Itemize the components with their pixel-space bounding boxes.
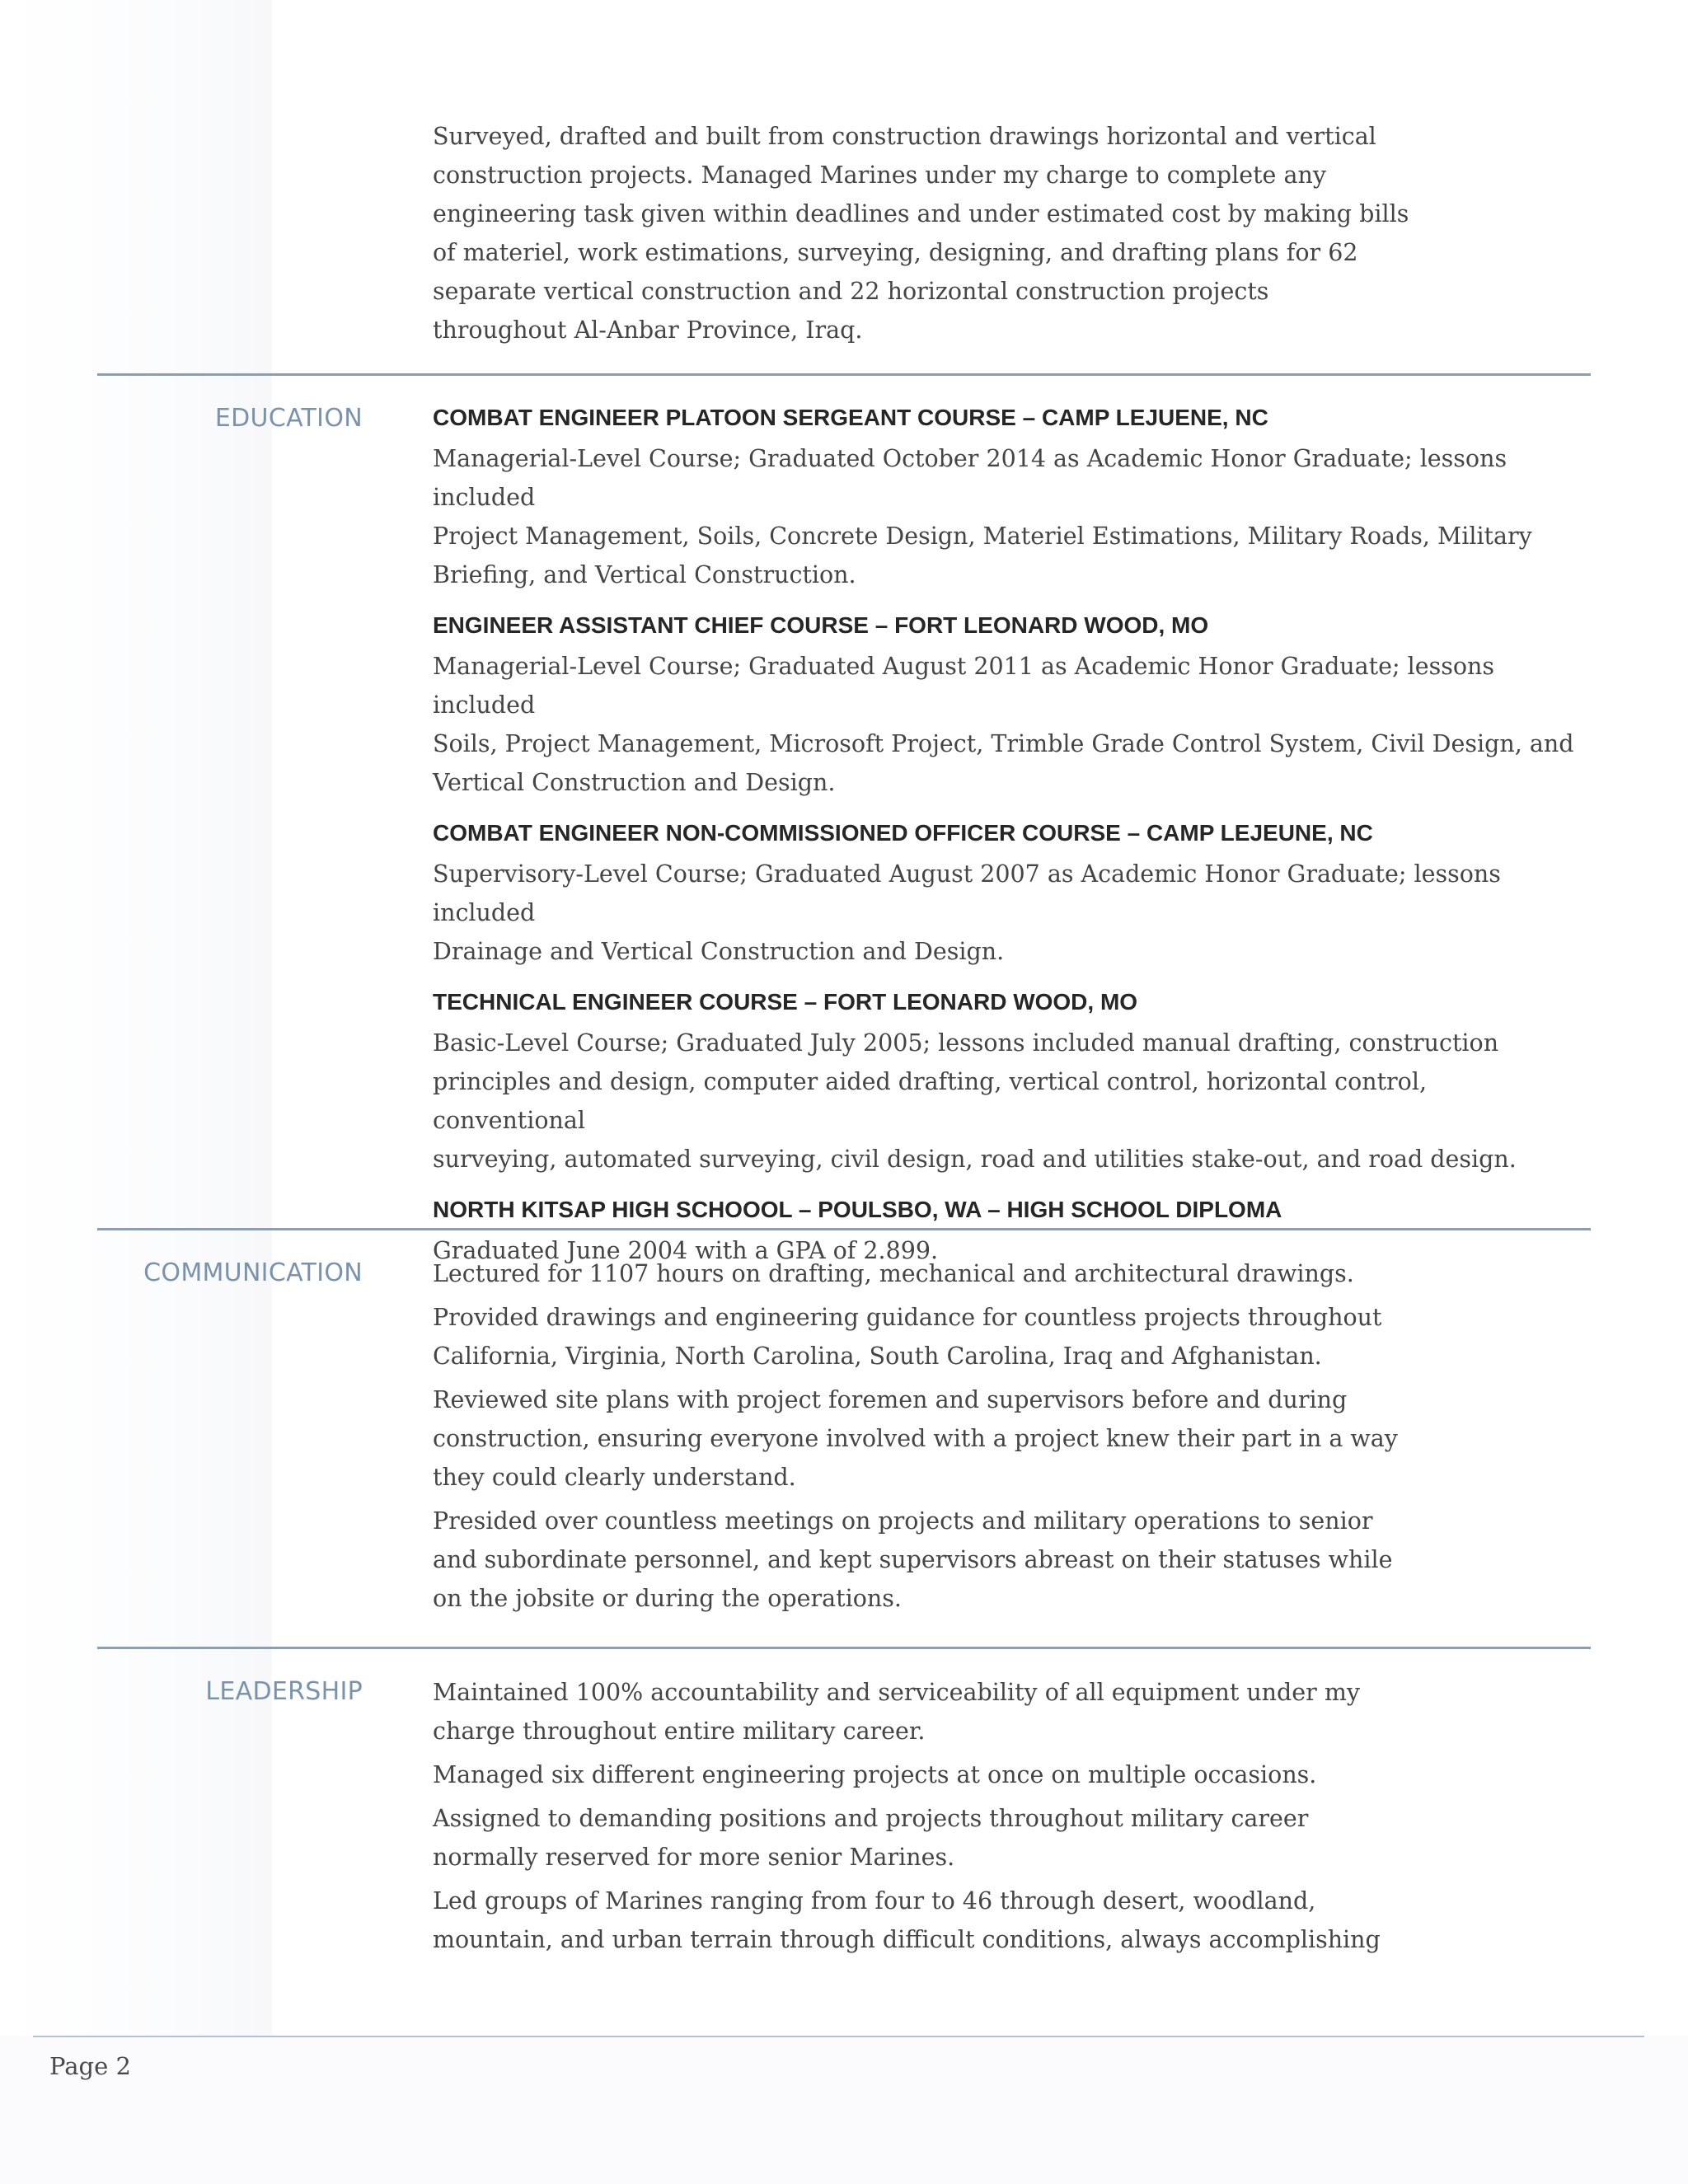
course-heading: COMBAT ENGINEER PLATOON SERGEANT COURSE – CAMP LEJUENE, NC — [433, 405, 1268, 430]
course-entry — [433, 609, 1587, 802]
page-number: Page 2 — [49, 2052, 131, 2080]
section-label-communication: COMMUNICATION — [143, 1258, 363, 1287]
course-description: Managerial-Level Course; Graduated October 2014 as Academic Honor Graduate; lessons included Project Management, Soils, Concrete Design, Materiel Estimations, Military Roads, Military Briefing, and Vertical Construction. — [433, 445, 1532, 588]
footer-band — [0, 2036, 1688, 2184]
course-entry — [433, 986, 1587, 1179]
course-entry — [433, 401, 1587, 594]
course-heading: COMBAT ENGINEER NON-COMMISSIONED OFFICER COURSE – CAMP LEJEUNE, NC — [433, 820, 1373, 846]
intro-text: Surveyed, drafted and built from construction drawings horizontal and vertical construction projects. Managed Marines under my charge to complete any engineering task given within deadlines and under estimated cost by making bills of materiel, work estimations, surveying, designing, and drafting plans for 62 separate vertical construction and 22 horizontal construction projects throughout Al-Anbar Province, Iraq. — [433, 123, 1409, 344]
left-margin-band — [0, 0, 272, 2184]
course-description: Supervisory-Level Course; Graduated August 2007 as Academic Honor Graduate; lessons included Drainage and Vertical Construction and Design. — [433, 860, 1501, 965]
communication-item: Provided drawings and engineering guidance for countless projects throughout California, Virginia, North Carolina, South Carolina, Iraq and Afghanistan. — [433, 1304, 1382, 1370]
intro-paragraph — [433, 117, 1587, 349]
section-divider — [97, 1647, 1591, 1649]
section-divider — [97, 373, 1591, 376]
leadership-item: Assigned to demanding positions and projects throughout military career normally reserved for more senior Marines. — [433, 1805, 1309, 1871]
course-description: Managerial-Level Course; Graduated August 2011 as Academic Honor Graduate; lessons included Soils, Project Management, Microsoft Project, Trimble Grade Control System, Civil Design, and Vertical Construction and Design. — [433, 653, 1574, 796]
course-heading: TECHNICAL ENGINEER COURSE – FORT LEONARD WOOD, MO — [433, 989, 1138, 1015]
leadership-item: Maintained 100% accountability and serviceability of all equipment under my charge throughout entire military career. — [433, 1679, 1360, 1745]
course-heading: ENGINEER ASSISTANT CHIEF COURSE – FORT LEONARD WOOD, MO — [433, 612, 1209, 638]
leadership-section — [433, 1673, 1587, 1959]
course-description: Basic-Level Course; Graduated July 2005; lessons included manual drafting, construction principles and design, computer aided drafting, vertical control, horizontal control, conventional surveying, automated surveying, civil design, road and utilities stake-out, and road design. — [433, 1029, 1517, 1173]
communication-item: Presided over countless meetings on projects and military operations to senior and subordinate personnel, and kept supervisors abreast on their statuses while on the jobsite or during the operations. — [433, 1507, 1393, 1612]
leadership-item: Managed six different engineering projects at once on multiple occasions. — [433, 1761, 1317, 1788]
course-entry — [433, 817, 1587, 971]
section-label-leadership: LEADERSHIP — [205, 1677, 363, 1706]
communication-item: Lectured for 1107 hours on drafting, mechanical and architectural drawings. — [433, 1260, 1354, 1287]
communication-item: Reviewed site plans with project foremen and supervisors before and during construction, ensuring everyone involved with a project knew their part in a way they could clearly understand. — [433, 1386, 1398, 1491]
leadership-item: Led groups of Marines ranging from four to 46 through desert, woodland, mountain, and urban terrain through difficult conditions, always accomplishing — [433, 1887, 1381, 1953]
section-divider — [97, 1228, 1591, 1230]
education-section — [433, 401, 1587, 1270]
section-label-education: EDUCATION — [214, 404, 363, 433]
communication-section — [433, 1254, 1587, 1618]
footer-divider — [33, 2036, 1644, 2037]
course-description: Graduated June 2004 with a GPA of 2.899. — [433, 1237, 939, 1264]
course-heading: NORTH KITSAP HIGH SCHOOOL – POULSBO, WA – HIGH SCHOOL DIPLOMA — [433, 1197, 1282, 1222]
